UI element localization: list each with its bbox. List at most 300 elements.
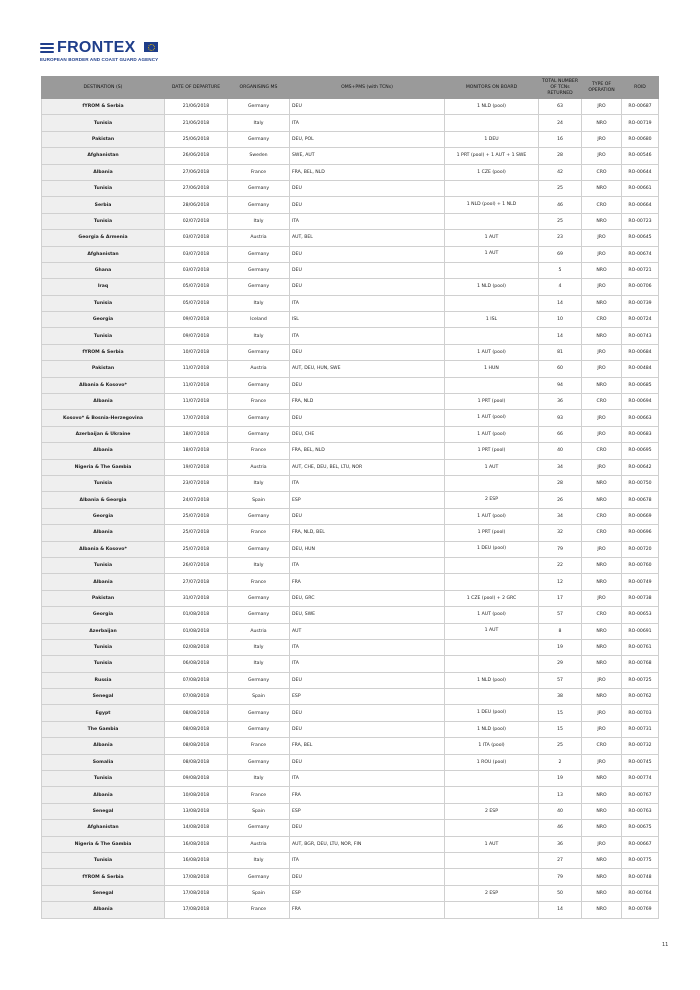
table-cell-roid: RO-00484 bbox=[622, 361, 659, 377]
table-cell-tot: 32 bbox=[539, 525, 582, 541]
table-row bbox=[42, 525, 659, 541]
table-cell-tot: 5 bbox=[539, 262, 582, 278]
table-cell-tot: 16 bbox=[539, 131, 582, 147]
table-cell-mon bbox=[445, 475, 539, 491]
table-cell-typ: JRO bbox=[582, 672, 622, 688]
table-cell-typ: NRO bbox=[582, 574, 622, 590]
table-cell-typ: NRO bbox=[582, 656, 622, 672]
table-cell-tot: 79 bbox=[539, 869, 582, 885]
table-cell-roid: RO-00769 bbox=[622, 902, 659, 918]
table-cell-oms: FRA, BEL, NLD bbox=[290, 164, 445, 180]
table-row bbox=[42, 443, 659, 459]
table-cell-tot: 26 bbox=[539, 492, 582, 508]
table-cell-dest: Tunisia bbox=[42, 639, 165, 655]
table-cell-ms: Germany bbox=[228, 705, 290, 721]
table-cell-dep: 31/07/2018 bbox=[165, 590, 228, 606]
table-cell-mon bbox=[445, 852, 539, 868]
table-cell-ms: Germany bbox=[228, 820, 290, 836]
table-cell-roid: RO-00546 bbox=[622, 148, 659, 164]
table-cell-dep: 07/08/2018 bbox=[165, 689, 228, 705]
table-cell-roid: RO-00642 bbox=[622, 459, 659, 475]
table-row bbox=[42, 607, 659, 623]
table-cell-tot: 38 bbox=[539, 689, 582, 705]
table-cell-typ: NRO bbox=[582, 771, 622, 787]
table-cell-mon bbox=[445, 656, 539, 672]
table-cell-oms: AUT, CHE, DEU, BEL, LTU, NOR bbox=[290, 459, 445, 475]
table-cell-roid: RO-00674 bbox=[622, 246, 659, 262]
table-cell-typ: CRO bbox=[582, 443, 622, 459]
table-cell-dep: 27/07/2018 bbox=[165, 574, 228, 590]
table-row bbox=[42, 361, 659, 377]
table-cell-oms: ITA bbox=[290, 639, 445, 655]
table-row bbox=[42, 344, 659, 360]
table-cell-tot: 2 bbox=[539, 754, 582, 770]
table-cell-roid: RO-00694 bbox=[622, 394, 659, 410]
table-cell-roid: RO-00750 bbox=[622, 475, 659, 491]
table-cell-mon: 1 NLD (pool) bbox=[445, 672, 539, 688]
table-cell-tot: 94 bbox=[539, 377, 582, 393]
table-cell-ms: Germany bbox=[228, 754, 290, 770]
table-cell-dest: Senegal bbox=[42, 803, 165, 819]
logo-subtitle: EUROPEAN BORDER AND COAST GUARD AGENCY bbox=[40, 57, 159, 62]
table-cell-typ: CRO bbox=[582, 738, 622, 754]
table-cell-mon: 1 AUT (pool) bbox=[445, 410, 539, 426]
table-cell-dest: Tunisia bbox=[42, 557, 165, 573]
table-cell-dep: 27/06/2018 bbox=[165, 164, 228, 180]
table-row bbox=[42, 574, 659, 590]
table-cell-ms: Germany bbox=[228, 721, 290, 737]
table-cell-typ: NRO bbox=[582, 115, 622, 131]
table-cell-dep: 25/07/2018 bbox=[165, 541, 228, 557]
table-cell-dest: Somalia bbox=[42, 754, 165, 770]
table-cell-dest: Albania & Kosovo* bbox=[42, 377, 165, 393]
table-row bbox=[42, 557, 659, 573]
table-cell-roid: RO-00644 bbox=[622, 164, 659, 180]
table-cell-oms: DEU bbox=[290, 246, 445, 262]
table-cell-dep: 02/08/2018 bbox=[165, 639, 228, 655]
table-cell-oms: ITA bbox=[290, 328, 445, 344]
table-cell-tot: 23 bbox=[539, 230, 582, 246]
table-cell-ms: Germany bbox=[228, 246, 290, 262]
table-cell-mon: 1 NLD (pool) bbox=[445, 99, 539, 115]
table-cell-mon: 1 ROU (pool) bbox=[445, 754, 539, 770]
table-cell-dep: 05/07/2018 bbox=[165, 279, 228, 295]
page-number: 11 bbox=[662, 942, 669, 948]
table-cell-roid: RO-00764 bbox=[622, 885, 659, 901]
table-cell-dest: Tunisia bbox=[42, 180, 165, 196]
table-row bbox=[42, 377, 659, 393]
table-cell-oms: ITA bbox=[290, 115, 445, 131]
table-cell-oms: DEU bbox=[290, 197, 445, 213]
table-cell-roid: RO-00683 bbox=[622, 426, 659, 442]
table-cell-dest: Tunisia bbox=[42, 771, 165, 787]
table-cell-dep: 24/07/2018 bbox=[165, 492, 228, 508]
table-row bbox=[42, 279, 659, 295]
table-cell-dest: Russia bbox=[42, 672, 165, 688]
table-row bbox=[42, 721, 659, 737]
table-row bbox=[42, 590, 659, 606]
table-cell-ms: Germany bbox=[228, 344, 290, 360]
column-header: MONITORS ON BOARD bbox=[445, 77, 539, 99]
table-cell-typ: NRO bbox=[582, 639, 622, 655]
return-operations-table bbox=[41, 76, 659, 919]
table-cell-dep: 16/08/2018 bbox=[165, 852, 228, 868]
table-cell-ms: Austria bbox=[228, 459, 290, 475]
table-cell-roid: RO-00669 bbox=[622, 508, 659, 524]
table-cell-dest: Tunisia bbox=[42, 295, 165, 311]
table-row bbox=[42, 787, 659, 803]
table-cell-roid: RO-00774 bbox=[622, 771, 659, 787]
table-cell-tot: 40 bbox=[539, 803, 582, 819]
table-cell-mon: 1 DEU bbox=[445, 131, 539, 147]
table-cell-ms: France bbox=[228, 443, 290, 459]
table-cell-dep: 21/06/2018 bbox=[165, 115, 228, 131]
table-row bbox=[42, 672, 659, 688]
table-cell-roid: RO-00723 bbox=[622, 213, 659, 229]
table-cell-dep: 17/07/2018 bbox=[165, 410, 228, 426]
table-cell-dest: Azerbaijan bbox=[42, 623, 165, 639]
table-cell-oms: AUT, BGR, DEU, LTU, NOR, FIN bbox=[290, 836, 445, 852]
table-cell-typ: CRO bbox=[582, 164, 622, 180]
table-cell-tot: 28 bbox=[539, 148, 582, 164]
table-cell-typ: CRO bbox=[582, 394, 622, 410]
table-row bbox=[42, 459, 659, 475]
table-cell-roid: RO-00645 bbox=[622, 230, 659, 246]
table-cell-ms: Italy bbox=[228, 213, 290, 229]
table-cell-oms: AUT, BEL bbox=[290, 230, 445, 246]
table-cell-dest: Tunisia bbox=[42, 475, 165, 491]
table-cell-typ: NRO bbox=[582, 180, 622, 196]
table-cell-ms: Italy bbox=[228, 639, 290, 655]
table-row bbox=[42, 836, 659, 852]
table-cell-roid: RO-00775 bbox=[622, 852, 659, 868]
table-cell-ms: France bbox=[228, 164, 290, 180]
table-row bbox=[42, 754, 659, 770]
table-row bbox=[42, 902, 659, 918]
table-cell-dest: Tunisia bbox=[42, 115, 165, 131]
table-cell-tot: 81 bbox=[539, 344, 582, 360]
table-cell-ms: Germany bbox=[228, 869, 290, 885]
table-row bbox=[42, 885, 659, 901]
table-cell-roid: RO-00691 bbox=[622, 623, 659, 639]
table-cell-ms: Germany bbox=[228, 279, 290, 295]
table-cell-dep: 09/07/2018 bbox=[165, 312, 228, 328]
table-cell-roid: RO-00768 bbox=[622, 656, 659, 672]
table-cell-roid: RO-00724 bbox=[622, 312, 659, 328]
table-cell-oms: DEU bbox=[290, 180, 445, 196]
table-cell-dest: Nigeria & The Gambia bbox=[42, 836, 165, 852]
table-cell-typ: NRO bbox=[582, 623, 622, 639]
table-cell-dest: Afghanistan bbox=[42, 820, 165, 836]
table-cell-roid: RO-00761 bbox=[622, 639, 659, 655]
table-cell-dep: 13/08/2018 bbox=[165, 803, 228, 819]
table-cell-tot: 19 bbox=[539, 771, 582, 787]
table-cell-ms: Germany bbox=[228, 508, 290, 524]
table-cell-mon: 1 AUT bbox=[445, 459, 539, 475]
table-cell-ms: Austria bbox=[228, 230, 290, 246]
table-cell-tot: 93 bbox=[539, 410, 582, 426]
table-cell-ms: Germany bbox=[228, 197, 290, 213]
table-cell-dep: 27/06/2018 bbox=[165, 180, 228, 196]
table-cell-typ: JRO bbox=[582, 836, 622, 852]
table-cell-dest: Georgia bbox=[42, 607, 165, 623]
table-cell-tot: 25 bbox=[539, 180, 582, 196]
table-cell-oms: DEU bbox=[290, 410, 445, 426]
table-cell-oms: FRA, NLD, BEL bbox=[290, 525, 445, 541]
table-row bbox=[42, 394, 659, 410]
table-row bbox=[42, 230, 659, 246]
table-cell-dep: 03/07/2018 bbox=[165, 246, 228, 262]
table-cell-ms: Germany bbox=[228, 131, 290, 147]
table-cell-mon: 1 PRT (pool) bbox=[445, 525, 539, 541]
table-row bbox=[42, 115, 659, 131]
table-cell-tot: 34 bbox=[539, 508, 582, 524]
table-cell-oms: FRA bbox=[290, 902, 445, 918]
table-cell-tot: 14 bbox=[539, 328, 582, 344]
table-cell-mon bbox=[445, 328, 539, 344]
table-cell-tot: 57 bbox=[539, 607, 582, 623]
column-header: DATE OF DEPARTURE bbox=[165, 77, 228, 99]
table-cell-mon: 1 CZE (pool) bbox=[445, 164, 539, 180]
table-cell-dest: Georgia bbox=[42, 312, 165, 328]
table-cell-dep: 11/07/2018 bbox=[165, 361, 228, 377]
table-cell-tot: 19 bbox=[539, 639, 582, 655]
table-row bbox=[42, 869, 659, 885]
table-cell-oms: ITA bbox=[290, 852, 445, 868]
table-cell-ms: Italy bbox=[228, 656, 290, 672]
table-cell-tot: 63 bbox=[539, 99, 582, 115]
waves-icon bbox=[40, 43, 54, 55]
table-cell-oms: AUT bbox=[290, 623, 445, 639]
table-cell-dep: 08/08/2018 bbox=[165, 705, 228, 721]
table-cell-roid: RO-00703 bbox=[622, 705, 659, 721]
table-cell-dest: Serbia bbox=[42, 197, 165, 213]
table-cell-mon: 1 HUN bbox=[445, 361, 539, 377]
table-cell-mon bbox=[445, 180, 539, 196]
table-cell-oms: DEU bbox=[290, 279, 445, 295]
table-cell-ms: Germany bbox=[228, 99, 290, 115]
table-cell-oms: DEU bbox=[290, 377, 445, 393]
table-cell-tot: 13 bbox=[539, 787, 582, 803]
table-cell-roid: RO-00696 bbox=[622, 525, 659, 541]
table-cell-oms: DEU, HUN bbox=[290, 541, 445, 557]
table-cell-oms: ESP bbox=[290, 885, 445, 901]
table-cell-mon bbox=[445, 689, 539, 705]
table-row bbox=[42, 475, 659, 491]
table-cell-typ: JRO bbox=[582, 230, 622, 246]
table-cell-tot: 46 bbox=[539, 820, 582, 836]
table-cell-roid: RO-00684 bbox=[622, 344, 659, 360]
logo-text: FRONTEX bbox=[57, 39, 136, 56]
table-cell-mon: 1 ITA (pool) bbox=[445, 738, 539, 754]
table-cell-roid: RO-00685 bbox=[622, 377, 659, 393]
table-cell-roid: RO-00680 bbox=[622, 131, 659, 147]
table-cell-tot: 8 bbox=[539, 623, 582, 639]
table-cell-dep: 26/06/2018 bbox=[165, 148, 228, 164]
table-cell-dest: Albania bbox=[42, 164, 165, 180]
table-cell-typ: NRO bbox=[582, 902, 622, 918]
column-header: TOTAL NUMBER OF TCNs RETURNED bbox=[539, 77, 582, 99]
table-cell-mon: 1 AUT bbox=[445, 246, 539, 262]
table-cell-dep: 09/08/2018 bbox=[165, 771, 228, 787]
table-cell-ms: Spain bbox=[228, 492, 290, 508]
table-cell-mon: 1 PRT (pool) + 1 AUT + 1 SWE bbox=[445, 148, 539, 164]
table-cell-tot: 36 bbox=[539, 836, 582, 852]
table-cell-oms: ESP bbox=[290, 803, 445, 819]
table-cell-typ: JRO bbox=[582, 721, 622, 737]
table-cell-mon bbox=[445, 557, 539, 573]
table-cell-mon: 1 PRT (pool) bbox=[445, 394, 539, 410]
table-cell-oms: ITA bbox=[290, 475, 445, 491]
table-cell-dest: The Gambia bbox=[42, 721, 165, 737]
table-cell-oms: DEU bbox=[290, 721, 445, 737]
table-cell-typ: NRO bbox=[582, 820, 622, 836]
table-cell-dep: 03/07/2018 bbox=[165, 262, 228, 278]
table-cell-typ: NRO bbox=[582, 492, 622, 508]
table-cell-dest: Tunisia bbox=[42, 656, 165, 672]
table-cell-ms: France bbox=[228, 787, 290, 803]
table-cell-roid: RO-00719 bbox=[622, 115, 659, 131]
column-header: DESTINATION (S) bbox=[42, 77, 165, 99]
table-cell-dep: 07/08/2018 bbox=[165, 672, 228, 688]
table-row bbox=[42, 508, 659, 524]
table-cell-tot: 10 bbox=[539, 312, 582, 328]
table-cell-ms: Germany bbox=[228, 672, 290, 688]
table-cell-roid: RO-00743 bbox=[622, 328, 659, 344]
table-cell-typ: NRO bbox=[582, 557, 622, 573]
table-cell-typ: NRO bbox=[582, 213, 622, 229]
table-cell-oms: FRA bbox=[290, 787, 445, 803]
table-cell-oms: ITA bbox=[290, 771, 445, 787]
table-cell-roid: RO-00767 bbox=[622, 787, 659, 803]
table-cell-ms: Germany bbox=[228, 541, 290, 557]
table-cell-tot: 29 bbox=[539, 656, 582, 672]
table-cell-typ: JRO bbox=[582, 410, 622, 426]
table-cell-typ: CRO bbox=[582, 607, 622, 623]
table-cell-dest: Georgia bbox=[42, 508, 165, 524]
table-cell-oms: ITA bbox=[290, 295, 445, 311]
table-cell-mon bbox=[445, 902, 539, 918]
table-cell-roid: RO-00725 bbox=[622, 672, 659, 688]
table-cell-dest: Tunisia bbox=[42, 852, 165, 868]
table-cell-mon bbox=[445, 771, 539, 787]
table-cell-mon: 1 NLD (pool) bbox=[445, 721, 539, 737]
table-cell-dep: 17/08/2018 bbox=[165, 869, 228, 885]
table-row bbox=[42, 246, 659, 262]
table-cell-typ: NRO bbox=[582, 885, 622, 901]
table-cell-tot: 79 bbox=[539, 541, 582, 557]
table-cell-mon: 1 AUT (pool) bbox=[445, 607, 539, 623]
table-cell-dest: Albania bbox=[42, 525, 165, 541]
table-cell-tot: 12 bbox=[539, 574, 582, 590]
table-row bbox=[42, 656, 659, 672]
table-cell-mon: 1 AUT bbox=[445, 230, 539, 246]
table-cell-dest: Georgia & Armenia bbox=[42, 230, 165, 246]
table-cell-tot: 25 bbox=[539, 213, 582, 229]
table-cell-tot: 66 bbox=[539, 426, 582, 442]
table-cell-roid: RO-00664 bbox=[622, 197, 659, 213]
table-cell-oms: SWE, AUT bbox=[290, 148, 445, 164]
column-header: TYPE OF OPERATION bbox=[582, 77, 622, 99]
table-cell-ms: Spain bbox=[228, 803, 290, 819]
table-cell-tot: 14 bbox=[539, 295, 582, 311]
table-cell-oms: DEU bbox=[290, 869, 445, 885]
table-cell-tot: 22 bbox=[539, 557, 582, 573]
table-cell-tot: 40 bbox=[539, 443, 582, 459]
table-cell-tot: 14 bbox=[539, 902, 582, 918]
table-row bbox=[42, 312, 659, 328]
table-row bbox=[42, 131, 659, 147]
table-row bbox=[42, 541, 659, 557]
table-cell-ms: France bbox=[228, 902, 290, 918]
table-cell-ms: Italy bbox=[228, 852, 290, 868]
table-cell-oms: DEU bbox=[290, 820, 445, 836]
table-cell-roid: RO-00667 bbox=[622, 836, 659, 852]
table-cell-tot: 28 bbox=[539, 475, 582, 491]
table-cell-roid: RO-00731 bbox=[622, 721, 659, 737]
table-cell-dep: 18/07/2018 bbox=[165, 443, 228, 459]
table-cell-ms: Sweden bbox=[228, 148, 290, 164]
table-cell-oms: DEU, SWE bbox=[290, 607, 445, 623]
table-cell-oms: FRA bbox=[290, 574, 445, 590]
table-cell-typ: JRO bbox=[582, 754, 622, 770]
table-row bbox=[42, 852, 659, 868]
table-cell-dep: 03/07/2018 bbox=[165, 230, 228, 246]
table-cell-oms: DEU bbox=[290, 262, 445, 278]
table-cell-dep: 28/06/2018 bbox=[165, 197, 228, 213]
table-row bbox=[42, 820, 659, 836]
table-cell-mon bbox=[445, 639, 539, 655]
table-cell-dep: 06/08/2018 bbox=[165, 656, 228, 672]
table-cell-typ: NRO bbox=[582, 852, 622, 868]
table-cell-dep: 17/08/2018 bbox=[165, 885, 228, 901]
table-row bbox=[42, 99, 659, 115]
table-cell-dest: Azerbaijan & Ukraine bbox=[42, 426, 165, 442]
table-cell-tot: 42 bbox=[539, 164, 582, 180]
table-cell-oms: DEU bbox=[290, 705, 445, 721]
table-cell-ms: Italy bbox=[228, 557, 290, 573]
table-cell-roid: RO-00720 bbox=[622, 541, 659, 557]
table-cell-typ: NRO bbox=[582, 328, 622, 344]
table-cell-typ: JRO bbox=[582, 279, 622, 295]
table-cell-ms: Germany bbox=[228, 426, 290, 442]
table-cell-roid: RO-00762 bbox=[622, 689, 659, 705]
table-cell-dep: 09/07/2018 bbox=[165, 328, 228, 344]
table-cell-oms: DEU bbox=[290, 99, 445, 115]
table-cell-roid: RO-00678 bbox=[622, 492, 659, 508]
table-cell-mon bbox=[445, 115, 539, 131]
table-cell-mon bbox=[445, 574, 539, 590]
table-row bbox=[42, 689, 659, 705]
table-cell-mon bbox=[445, 295, 539, 311]
table-cell-typ: CRO bbox=[582, 312, 622, 328]
table-cell-ms: Italy bbox=[228, 475, 290, 491]
table-cell-tot: 46 bbox=[539, 197, 582, 213]
table-cell-typ: CRO bbox=[582, 525, 622, 541]
table-cell-ms: Germany bbox=[228, 262, 290, 278]
table-cell-roid: RO-00745 bbox=[622, 754, 659, 770]
table-cell-oms: ITA bbox=[290, 213, 445, 229]
table-row bbox=[42, 639, 659, 655]
table-cell-dest: Pakistan bbox=[42, 590, 165, 606]
table-cell-typ: JRO bbox=[582, 246, 622, 262]
table-cell-ms: France bbox=[228, 394, 290, 410]
table-cell-dep: 21/06/2018 bbox=[165, 99, 228, 115]
table-cell-dep: 02/07/2018 bbox=[165, 213, 228, 229]
table-cell-dest: Pakistan bbox=[42, 131, 165, 147]
table-cell-dest: fYROM & Serbia bbox=[42, 99, 165, 115]
table-cell-tot: 27 bbox=[539, 852, 582, 868]
